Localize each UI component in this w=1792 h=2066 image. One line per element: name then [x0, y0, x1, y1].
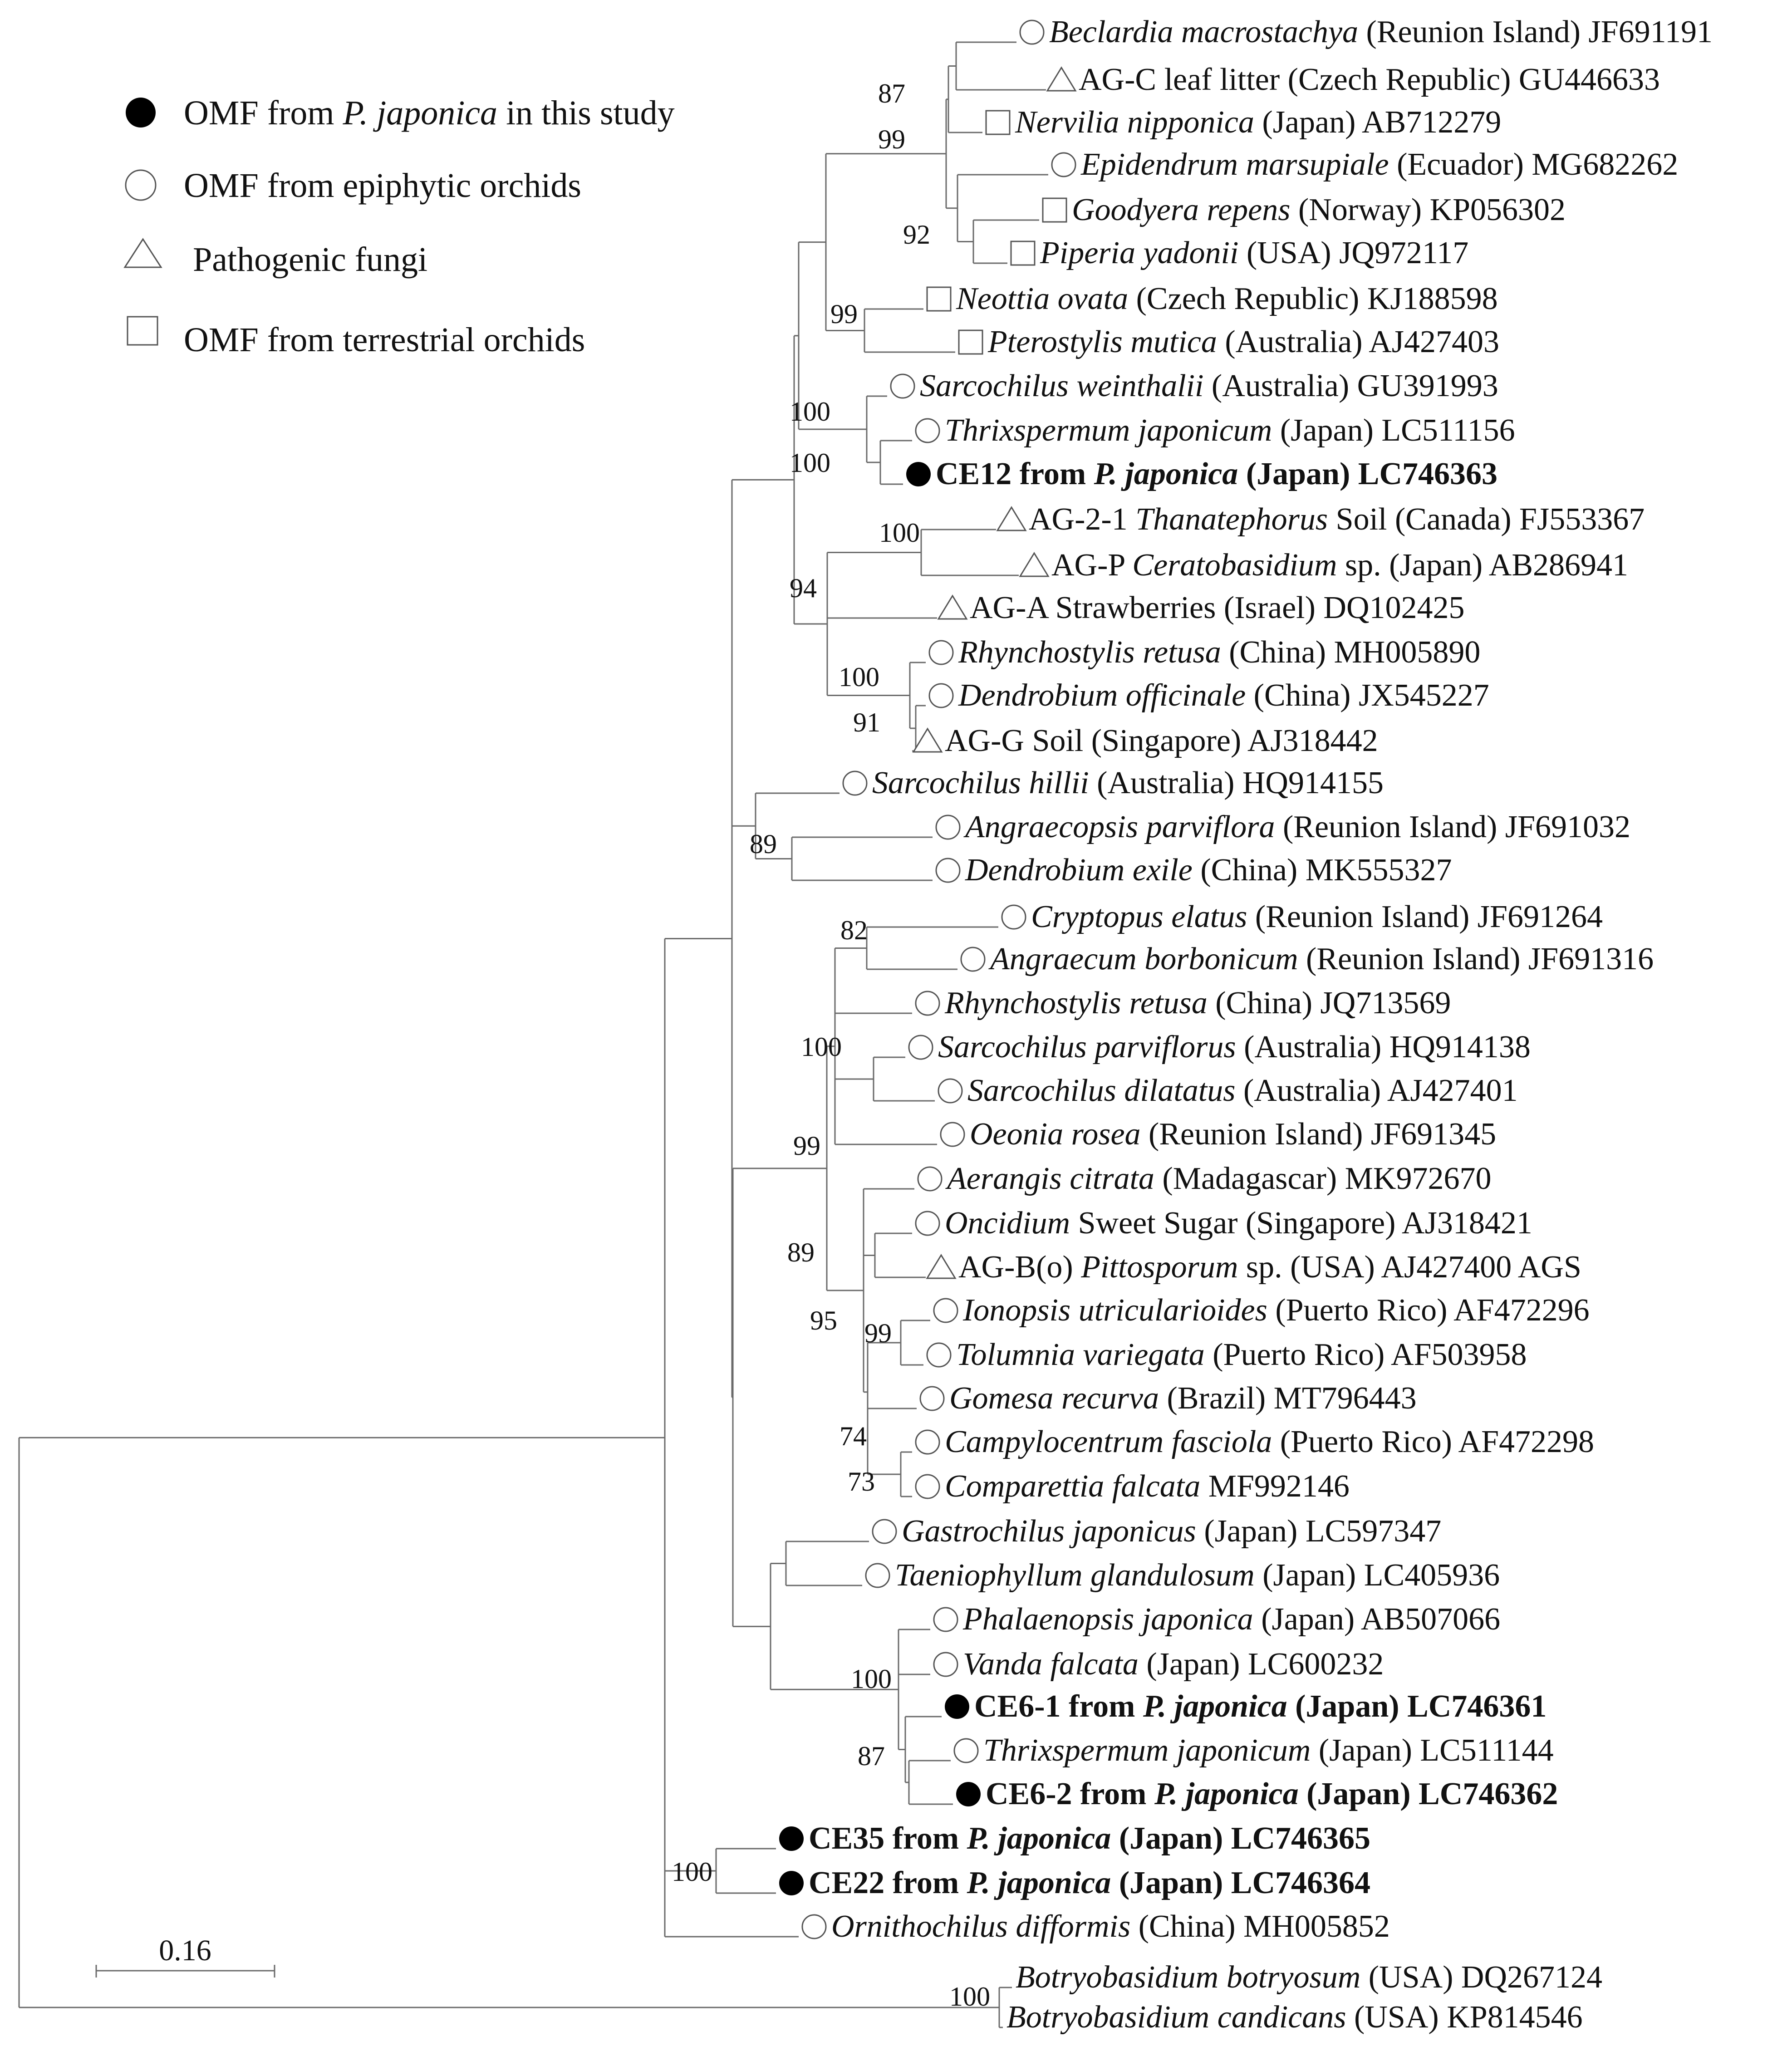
filled-circle-icon [906, 462, 931, 486]
taxon-label [965, 853, 1452, 888]
filled-circle-icon [945, 1694, 969, 1719]
taxon-label-part: (China) MH005890 [1221, 635, 1481, 670]
taxon-label-part: (Australia) HQ914138 [1236, 1030, 1531, 1065]
bootstrap-value: 87 [858, 1741, 885, 1771]
taxon-label-part: Angraecopsis parviflora [965, 810, 1275, 844]
bootstrap-value: 100 [879, 518, 920, 548]
taxon-label-part: Ceratobasidium [1132, 548, 1337, 583]
taxon-label-part: (Ecuador) MG682262 [1389, 147, 1679, 182]
taxon-label-part: (Japan) LC746363 [1238, 456, 1498, 491]
open-circle-icon [916, 1475, 939, 1498]
open-circle-icon [920, 1387, 944, 1410]
legend-label [193, 240, 427, 279]
taxon-label [1040, 236, 1468, 270]
triangle-icon [927, 1255, 955, 1278]
taxon-label-part: Oeonia rosea [970, 1117, 1141, 1152]
taxon-label [956, 281, 1498, 316]
open-circle-icon [934, 1653, 957, 1676]
taxon-label [963, 810, 1630, 844]
taxon-label [809, 1865, 1370, 1900]
taxon-label-part: (USA) JQ972117 [1238, 236, 1469, 270]
taxon-label-part: (China) JX545227 [1246, 678, 1489, 713]
taxon-label-part: (Australia) AJ427403 [1217, 324, 1499, 359]
open-circle-icon [802, 1915, 826, 1938]
taxon-label-part: Vanda falcata [963, 1647, 1139, 1682]
taxon-label-part: Pittosporum [1081, 1250, 1238, 1285]
taxon-label-part: Botryobasidium botryosum [1016, 1960, 1361, 1995]
open-circle-icon [936, 859, 960, 882]
taxon-label-part: (Japan) LC746365 [1111, 1821, 1371, 1856]
bootstrap-value: 100 [851, 1664, 892, 1694]
legend-label-part: P. japonica [343, 94, 498, 132]
taxon-label [1051, 548, 1628, 583]
taxon-label-part: Aerangis citrata [947, 1161, 1154, 1196]
taxon-label [967, 1073, 1518, 1108]
taxon-label-part: (China) MH005852 [1130, 1909, 1390, 1944]
taxon-label-part: (Puerto Rico) AF472296 [1267, 1293, 1590, 1328]
taxon-label-part: Sarcochilus hillii [872, 766, 1089, 800]
taxon-label-part: Rhynchostylis retusa [945, 986, 1208, 1021]
filled-circle-icon [779, 1871, 804, 1895]
taxon-label-part: P. japonica [1154, 1776, 1299, 1811]
taxon-label-part: Phalaenopsis japonica [963, 1602, 1253, 1637]
legend [125, 94, 675, 359]
taxon-label [958, 678, 1489, 713]
taxon-label-part: P. japonica [1143, 1689, 1287, 1724]
taxon-label [902, 1514, 1441, 1549]
bootstrap-value: 91 [853, 707, 880, 737]
taxon-label-part: CE35 from [809, 1821, 967, 1856]
taxon-label-part: Thanatephorus [1135, 502, 1328, 537]
taxon-label-part: Sarcochilus parviflorus [938, 1030, 1236, 1065]
taxon-label-part: (USA) DQ267124 [1360, 1960, 1603, 1995]
taxon-label-part: Cryptopus elatus [1031, 899, 1247, 934]
taxon-label [949, 1381, 1417, 1416]
bootstrap-value: 95 [810, 1305, 837, 1335]
taxon-label [1015, 105, 1501, 140]
taxon-label [958, 635, 1480, 670]
taxon-label-part: Comparettia falcata [945, 1469, 1201, 1504]
open-circle-icon [891, 374, 914, 398]
square-icon [927, 287, 951, 311]
taxon-label-part: Angraecum borbonicum [990, 942, 1298, 977]
taxon-label [895, 1558, 1500, 1593]
taxon-label [987, 324, 1499, 359]
taxon-label-part: (Brazil) MT796443 [1159, 1381, 1417, 1416]
bootstrap-value: 100 [672, 1857, 712, 1887]
open-circle-icon [916, 1430, 939, 1454]
taxon-label-part: (Australia) HQ914155 [1089, 766, 1384, 800]
taxon-label-part: Botryobasidium candicans [1006, 2000, 1346, 2035]
taxon-label-part: (China) JQ713569 [1207, 986, 1451, 1021]
taxon-label-part: Beclardia macrostachya [1049, 15, 1359, 49]
square-icon [1011, 241, 1035, 265]
legend-label-part: OMF from epiphytic orchids [184, 167, 582, 205]
triangle-icon [997, 507, 1026, 530]
taxon-label-part: Dendrobium exile [965, 853, 1193, 888]
legend-square-icon [128, 317, 157, 345]
taxon-label-part: CE6-1 from [974, 1689, 1143, 1724]
taxon-label-part: Soil (Canada) FJ553367 [1328, 502, 1645, 537]
taxon-label-part: (Japan) LC600232 [1138, 1647, 1384, 1682]
bootstrap-value: 89 [750, 829, 777, 859]
taxon-labels [809, 15, 1713, 2035]
taxon-label-part: Sarcochilus weinthalii [920, 368, 1204, 403]
taxon-label-part: Goodyera repens [1072, 192, 1291, 227]
taxon-label-part: (Japan) LC511144 [1311, 1733, 1554, 1768]
bootstrap-value: 100 [790, 397, 830, 427]
bootstrap-value: 99 [878, 124, 905, 154]
bootstrap-value: 82 [840, 915, 868, 945]
bootstrap-value: 99 [793, 1131, 820, 1161]
taxon-label-part: Tolumnia variegata [956, 1337, 1205, 1372]
taxon-label [945, 413, 1515, 448]
taxon-label-part: (Japan) LC746364 [1111, 1865, 1371, 1900]
taxon-label-part: Piperia yadonii [1040, 236, 1239, 270]
taxon-label [938, 1030, 1531, 1065]
legend-label [184, 167, 581, 205]
taxon-label-part: (Japan) AB712279 [1254, 105, 1502, 140]
taxon-label-part: (Reunion Island) JF691316 [1298, 942, 1654, 977]
taxon-label-part: Campylocentrum fasciola [945, 1424, 1272, 1459]
open-circle-icon [866, 1564, 889, 1587]
taxon-label [1006, 2000, 1583, 2035]
legend-label-part: Pathogenic fungi [193, 240, 428, 279]
taxon-label [1029, 502, 1645, 537]
taxon-label [1031, 899, 1603, 934]
bootstrap-value: 100 [839, 662, 879, 692]
taxon-label [974, 1689, 1547, 1724]
taxon-label-part: (Reunion Island) JF691191 [1358, 15, 1713, 49]
taxon-label-part: AG-B(o) [958, 1250, 1081, 1285]
square-icon [1043, 198, 1066, 222]
taxon-label-part: Thrixspermum japonicum [983, 1733, 1311, 1768]
taxon-label [945, 1206, 1532, 1241]
taxon-label-part: (Madagascar) MK972670 [1154, 1161, 1492, 1196]
taxon-label-part: (Australia) AJ427401 [1235, 1073, 1518, 1108]
taxon-label-part: (Reunion Island) JF691345 [1140, 1117, 1497, 1152]
square-icon [959, 330, 982, 354]
open-circle-icon [916, 419, 939, 442]
square-icon [986, 111, 1010, 134]
taxon-label-part: P. japonica [967, 1865, 1111, 1900]
open-circle-icon [936, 815, 960, 839]
taxon-label-part: Gastrochilus japonicus [902, 1514, 1196, 1549]
taxon-label-part: Nervilia nipponica [1015, 105, 1254, 140]
open-circle-icon [941, 1123, 964, 1146]
open-circle-icon [954, 1739, 978, 1762]
taxon-label [831, 1909, 1390, 1944]
legend-triangle-icon [125, 239, 161, 267]
taxon-label-part: Ornithochilus difformis [831, 1909, 1131, 1944]
scale-bar-label: 0.16 [159, 1934, 211, 1967]
taxon-label [962, 1602, 1500, 1637]
bootstrap-value: 92 [903, 220, 930, 250]
taxon-label-part: Neottia ovata [956, 281, 1129, 316]
open-circle-icon [929, 641, 953, 664]
taxon-label-part: (USA) KP814546 [1346, 2000, 1583, 2035]
taxon-label [988, 942, 1654, 977]
legend-label [184, 321, 585, 359]
taxon-label [956, 1337, 1527, 1372]
taxon-label-part: (Puerto Rico) AF503958 [1204, 1337, 1527, 1372]
bootstrap-value: 87 [878, 79, 905, 108]
open-circle-icon [918, 1167, 942, 1191]
taxon-label [945, 1161, 1491, 1196]
taxon-label-part: P. japonica [1094, 456, 1238, 491]
taxon-label-part: sp. (Japan) AB286941 [1337, 548, 1629, 583]
taxon-label-part: (Japan) LC511156 [1272, 413, 1515, 448]
legend-label-part: OMF from terrestrial orchids [184, 321, 585, 359]
bootstrap-value: 74 [840, 1421, 867, 1451]
open-circle-icon [1020, 20, 1044, 44]
open-circle-icon [843, 771, 867, 795]
taxon-label [920, 368, 1498, 403]
taxon-label [970, 590, 1465, 625]
taxon-label-part: P. japonica [967, 1821, 1111, 1856]
taxon-label-part: (Czech Republic) KJ188598 [1128, 281, 1498, 316]
open-circle-icon [938, 1079, 962, 1103]
taxon-label-part: AG-C leaf litter (Czech Republic) GU446633 [1079, 62, 1660, 97]
taxon-label [958, 1250, 1581, 1285]
open-circle-icon [873, 1520, 896, 1543]
open-circle-icon [934, 1608, 957, 1631]
filled-circle-icon [779, 1826, 804, 1851]
triangle-icon [938, 596, 967, 619]
open-circle-icon [934, 1299, 957, 1322]
bootstrap-value: 100 [801, 1032, 842, 1062]
taxon-label-part: (Puerto Rico) AF472298 [1272, 1424, 1595, 1459]
taxon-label [945, 1469, 1350, 1504]
taxon-label-part: Gomesa recurva [949, 1381, 1159, 1416]
taxon-label-part: (Japan) LC746361 [1287, 1689, 1547, 1724]
taxon-label [944, 986, 1451, 1021]
taxon-label-part: Taeniophyllum glandulosum [895, 1558, 1255, 1593]
taxon-label-part: CE6-2 from [986, 1776, 1154, 1811]
legend-label-part: in this study [497, 94, 675, 132]
taxon-label-part: Dendrobium officinale [958, 678, 1246, 713]
taxon-label-part: (Reunion Island) JF691264 [1247, 899, 1603, 934]
taxon-label-part: (Japan) LC405936 [1254, 1558, 1500, 1593]
legend-open-circle-icon [126, 170, 156, 200]
bootstrap-value: 100 [790, 448, 830, 478]
bootstrap-value: 100 [949, 1982, 990, 2012]
open-circle-icon [916, 991, 939, 1015]
taxon-label [872, 766, 1384, 800]
taxon-label [1016, 1960, 1602, 1995]
taxon-label [970, 1117, 1496, 1152]
taxon-label-part: Rhynchostylis retusa [958, 635, 1221, 670]
taxon-label-part: AG-A Strawberries (Israel) DQ102425 [970, 590, 1465, 625]
taxon-label-part: AG-P [1051, 548, 1133, 583]
taxon-label-part: (Japan) LC746362 [1298, 1776, 1558, 1811]
open-circle-icon [927, 1343, 951, 1367]
bootstrap-value: 99 [830, 299, 858, 329]
taxon-label [1080, 147, 1678, 182]
taxon-label-part: MF992146 [1200, 1469, 1350, 1504]
taxon-label-part: (Reunion Island) JF691032 [1275, 810, 1631, 844]
taxon-label-part: (Japan) LC597347 [1196, 1514, 1442, 1549]
legend-label-part: OMF from [184, 94, 343, 132]
taxon-label [1072, 192, 1566, 227]
taxon-label [945, 723, 1378, 758]
taxon-label-part: Epidendrum marsupiale [1081, 147, 1389, 182]
taxon-label [1079, 62, 1660, 97]
taxon-label [936, 456, 1497, 491]
taxon-label-part: Sweet Sugar (Singapore) AJ318421 [1070, 1206, 1532, 1241]
taxon-label [986, 1776, 1558, 1811]
taxon-label-part: sp. (USA) AJ427400 AGS [1238, 1250, 1581, 1285]
taxon-label [1049, 15, 1713, 49]
taxon-label-part: (Australia) GU391993 [1203, 368, 1498, 403]
taxon-label-part: (Japan) AB507066 [1253, 1602, 1501, 1637]
taxon-label-part: CE12 from [936, 456, 1094, 491]
taxon-label [809, 1821, 1370, 1856]
triangle-icon [913, 729, 942, 752]
open-circle-icon [961, 947, 985, 971]
taxon-label-part: Ionopsis utricularioides [963, 1293, 1267, 1328]
scale-bar [96, 1934, 275, 1978]
taxon-label-part: Oncidium [945, 1206, 1070, 1241]
taxon-label-part: (China) MK555327 [1192, 853, 1452, 888]
taxon-label-part: AG-G Soil (Singapore) AJ318442 [945, 723, 1378, 758]
taxon-label-part: Thrixspermum japonicum [945, 413, 1272, 448]
bootstrap-value: 94 [790, 573, 817, 603]
filled-circle-icon [956, 1782, 981, 1806]
bootstrap-value: 73 [848, 1467, 875, 1497]
taxon-label-part: AG-2-1 [1029, 502, 1136, 537]
taxon-label [963, 1647, 1384, 1682]
taxon-label [983, 1733, 1554, 1768]
triangle-icon [1047, 68, 1075, 91]
open-circle-icon [909, 1035, 933, 1059]
taxon-label-part: CE22 from [809, 1865, 967, 1900]
taxon-label-part: (Norway) KP056302 [1290, 192, 1566, 227]
bootstrap-value: 89 [787, 1237, 815, 1267]
triangle-icon [1020, 553, 1048, 576]
taxon-label-part: Sarcochilus dilatatus [967, 1073, 1236, 1108]
open-circle-icon [1002, 905, 1026, 929]
legend-label [184, 94, 675, 132]
taxon-label-part: Pterostylis mutica [988, 324, 1217, 359]
open-circle-icon [929, 684, 953, 707]
bootstrap-value: 99 [864, 1318, 892, 1348]
open-circle-icon [916, 1212, 939, 1235]
taxon-label [962, 1293, 1590, 1328]
taxon-label [945, 1424, 1594, 1459]
open-circle-icon [1052, 153, 1075, 177]
legend-filled-circle-icon [126, 98, 156, 128]
